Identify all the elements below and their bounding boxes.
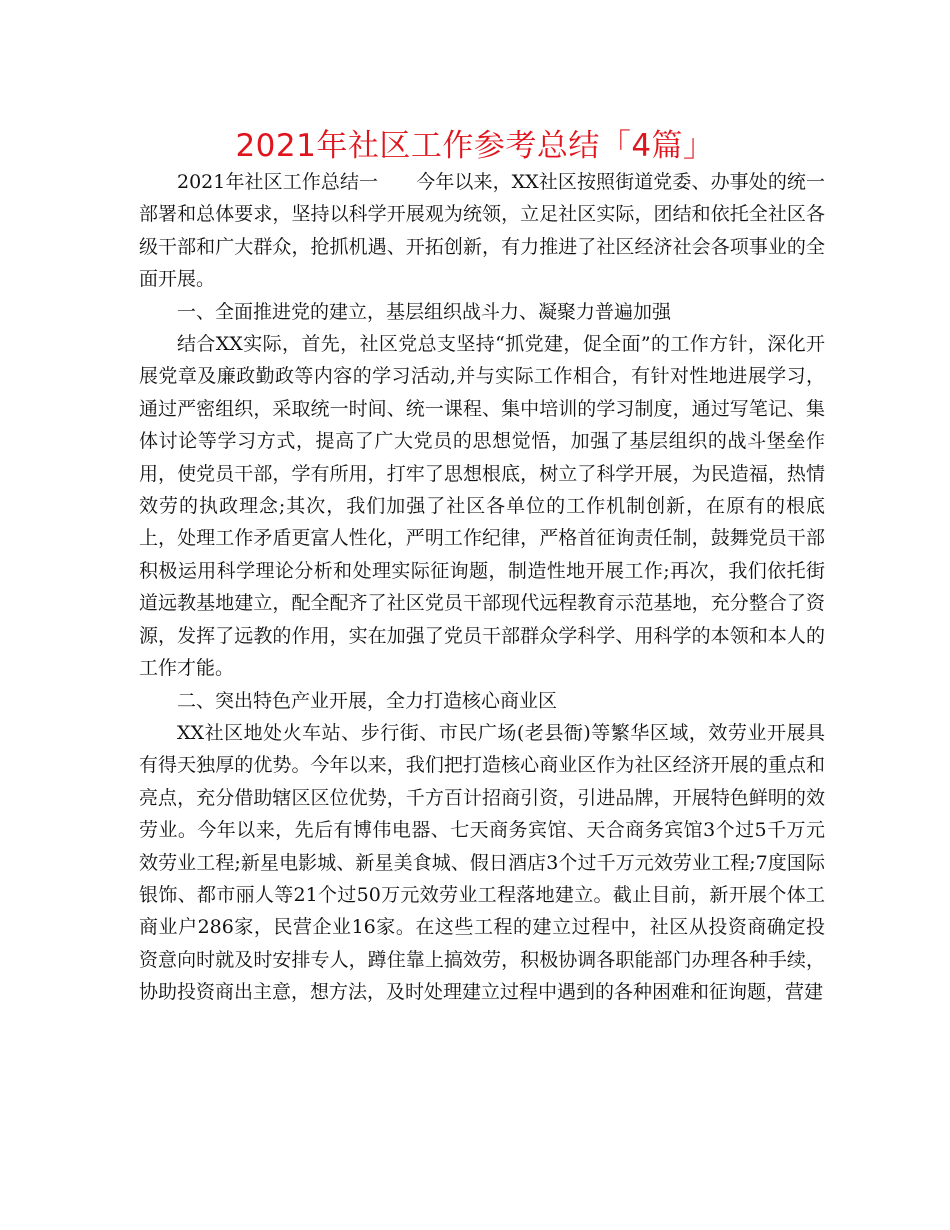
- section2-paragraph: XX社区地处火车站、步行街、市民广场(老县衙)等繁华区域，效劳业开展具有得天独厚的优势。今年以来，我们把打造核心商业区作为社区经济开展的重点和亮点，充分借助辖区区位优势，千方百计招商引资，引进品牌，开展特色鲜明的效劳业。今年以来，先后有博伟电器、七天商务宾馆、天合商务宾馆3个过5千万元效劳业工程;新星电影城、新星美食城、假日酒店3个过千万元效劳业工程;7度国际银饰、都市丽人等21个过50万元效劳业工程落地建立。截止目前，新开展个体工商业户286家，民营企业16家。在这些工程的建立过程中，社区从投资商确定投资意向时就及时安排专人，蹲住靠上搞效劳，积极协调各职能部门办理各种手续，协助投资商出主意，想方法，及时处理建立过程中遇到的各种困难和征询题，营建: [139, 721, 825, 1004]
- section2-heading: 二、突出特色产业开展，全力打造核心商业区: [177, 689, 558, 712]
- intro-text: 今年以来，XX社区按照街道党委、办事处的统一部署和总体要求，坚持以科学开展观为统领，立足社区实际，团结和依托全社区各级干部和广大群众，抢抓机遇、开拓创新，有力推进了社区经济社会各项事业的全面开展。: [139, 171, 825, 291]
- section1-heading: 一、全面推进党的建立，基层组织战斗力、凝聚力普遍加强: [177, 300, 672, 323]
- document-title: 2021年社区工作参考总结「4篇」: [235, 128, 715, 164]
- section1-paragraph: 结合XX实际，首先，社区党总支坚持“抓党建，促全面”的工作方针，深化开展党章及廉政勤政等内容的学习活动,并与实际工作相合，有针对性地进展学习，通过严密组织，采取统一时间、统一课程、集中培训的学习制度，通过写笔记、集体讨论等学习方式，提高了广大党员的思想觉悟，加强了基层组织的战斗堡垒作用，使党员干部，学有所用，打牢了思想根底，树立了科学开展，为民造福，热情效劳的执政理念;其次，我们加强了社区各单位的工作机制创新，在原有的根底上，处理工作矛盾更富人性化，严明工作纪律，严格首征询责任制，鼓舞党员干部积极运用科学理论分析和处理实际征询题，制造性地开展工作;再次，我们依托街道远教基地建立，配全配齐了社区党员干部现代远程教育示范基地，充分整合了资源，发挥了远教的作用，实在加强了党员干部群众学科学、用科学的本领和本人的工作才能。: [139, 333, 825, 680]
- intro-lead: 2021年社区工作总结一: [177, 171, 379, 193]
- document-body: [139, 166, 825, 1009]
- intro-paragraph: [139, 166, 825, 296]
